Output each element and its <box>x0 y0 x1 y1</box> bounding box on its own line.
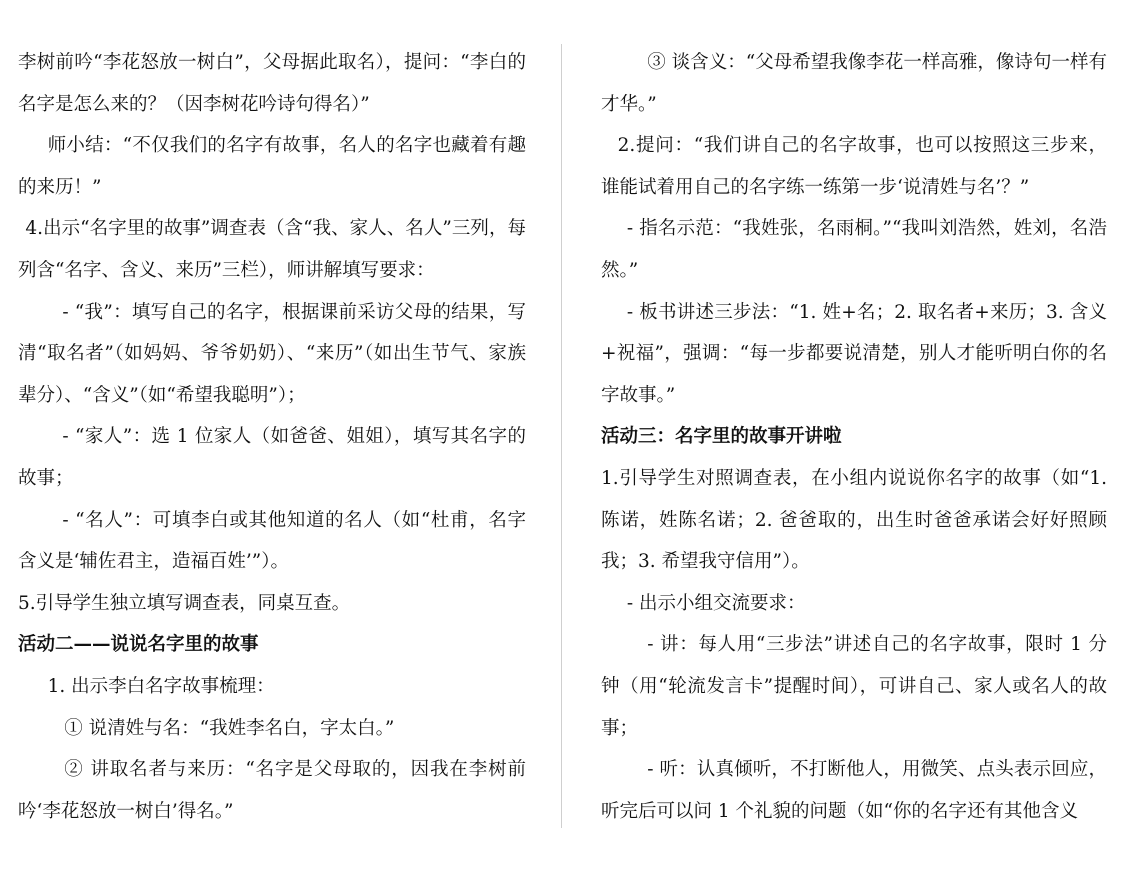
paragraph: 1.引导学生对照调查表，在小组内说说你名字的故事（如“1. 陈诺，姓陈名诺；2. 爸爸取的，出生时爸爸承诺会好好照顾我；3. 希望我守信用”）。 <box>601 467 1107 573</box>
paragraph: 2.提问：“我们讲自己的名字故事，也可以按照这三步来，谁能试着用自己的名字练一练第一步‘说清姓与名’？” <box>601 135 1107 198</box>
paragraph: - 听：认真倾听，不打断他人，用微笑、点头表示回应，听完后可以问 1 个礼貌的问题（如“你的名字还有其他含义 <box>601 759 1107 822</box>
right-column <box>601 42 1107 832</box>
paragraph: - “名人”：可填李白或其他知道的名人（如“杜甫，名字含义是‘辅佐君主，造福百姓’”）。 <box>18 509 526 573</box>
paragraph: 李树前吟“李花怒放一树白”，父母据此取名），提问：“李白的名字是怎么来的？（因李树花吟诗句得名）” <box>18 52 526 115</box>
paragraph: ① 说清姓与名：“我姓李名白，字太白。” <box>64 717 395 739</box>
section-heading: 活动二——说说名字里的故事 <box>18 634 259 656</box>
paragraph: - “家人”：选 1 位家人（如爸爸、姐姐），填写其名字的故事； <box>18 426 526 489</box>
paragraph: - 出示小组交流要求： <box>626 592 806 614</box>
paragraph: 5.引导学生独立填写调查表，同桌互查。 <box>18 592 351 614</box>
paragraph: ② 讲取名者与来历：“名字是父母取的，因我在李树前吟‘李花怒放一树白’得名。” <box>18 759 526 822</box>
paragraph: 师小结：“不仅我们的名字有故事，名人的名字也藏着有趣的来历！” <box>18 135 526 198</box>
left-column <box>18 42 526 832</box>
paragraph: ③ 谈含义：“父母希望我像李花一样高雅，像诗句一样有才华。” <box>601 52 1107 115</box>
paragraph: 4.出示“名字里的故事”调查表（含“我、家人、名人”三列，每列含“名字、含义、来历”三栏），师讲解填写要求： <box>18 218 526 281</box>
paragraph: - “我”：填写自己的名字，根据课前采访父母的结果，写清“取名者”（如妈妈、爷爷奶奶）、“来历”（如出生节气、家族辈分）、“含义”（如“希望我聪明”）； <box>18 301 526 406</box>
paragraph: - 板书讲述三步法：“1. 姓+名；2. 取名者+来历；3. 含义+祝福”，强调：“每一步都要说清楚，别人才能听明白你的名字故事。” <box>601 301 1107 406</box>
paragraph: - 讲：每人用“三步法”讲述自己的名字故事，限时 1 分钟（用“轮流发言卡”提醒时间），可讲自己、家人或名人的故事； <box>601 634 1107 739</box>
column-divider <box>561 44 562 828</box>
paragraph: 1. 出示李白名字故事梳理： <box>47 675 275 697</box>
paragraph: - 指名示范：“我姓张，名雨桐。”“我叫刘浩然，姓刘，名浩然。” <box>601 218 1107 281</box>
section-heading: 活动三：名字里的故事开讲啦 <box>601 426 842 448</box>
